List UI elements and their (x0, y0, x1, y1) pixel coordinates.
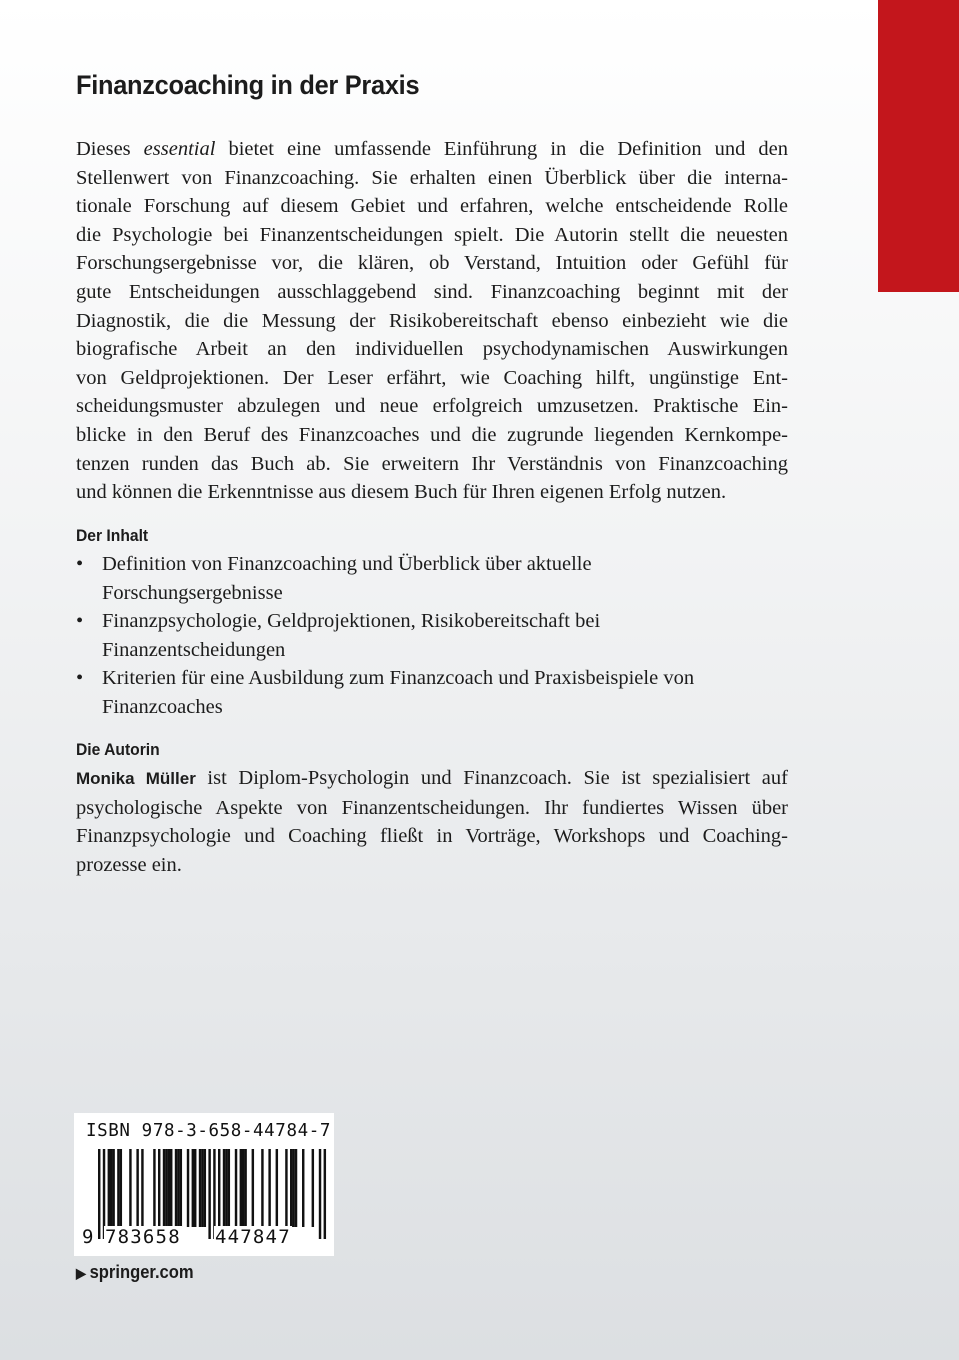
description-line: scheidungsmuster abzulegen und neue erfolgreich umzusetzen. Praktische Ein- (76, 395, 788, 418)
description-line: tionale Forschung auf diesem Gebiet und erfahren, welche entscheidende Rolle (76, 195, 788, 218)
barcode-bar (187, 1149, 189, 1227)
barcode-bar (252, 1149, 254, 1227)
description-line: gute Entscheidungen ausschlaggebend sind. Finanzcoaching beginnt mit der (76, 280, 788, 303)
barcode-bar (242, 1149, 244, 1227)
list-item: • Kriterien für eine Ausbildung zum Finanzcoach und Praxisbeispiele von Finanzcoaches (76, 664, 788, 721)
description-line: blicke in den Beruf des Finanzcoaches und die zugrunde liegenden Kernkompe- (76, 423, 788, 446)
publisher-link[interactable] (76, 1262, 194, 1283)
author-line: Finanzpsychologie und Coaching fließt in Vorträge, Workshops und Coaching- (76, 825, 788, 848)
barcode-bar (141, 1149, 143, 1227)
barcode-bar (201, 1149, 203, 1227)
red-accent-tab (878, 0, 959, 292)
play-arrow-icon: ▶ (76, 1265, 86, 1281)
barcode-bar (235, 1149, 237, 1227)
barcode-bar (153, 1149, 155, 1227)
description-line: Dieses essential bietet eine umfassende Einführung in die Definition und den (76, 138, 788, 160)
barcode-bar (204, 1149, 206, 1227)
barcode-guard-bar (319, 1149, 321, 1239)
barcode-bar (177, 1149, 179, 1227)
barcode-bar (199, 1149, 201, 1227)
description-line: Forschungsergebnisse vor, die klären, ob Verstand, Intuition oder Gefühl für (76, 252, 788, 275)
barcode-bar (108, 1149, 110, 1227)
emphasis-essential: essential (143, 138, 216, 160)
barcode-bar (110, 1149, 112, 1227)
barcode-bar (112, 1149, 114, 1227)
book-title: Finanzcoaching in der Praxis (76, 70, 420, 100)
barcode-bar (312, 1149, 314, 1227)
bullet-icon: • (76, 610, 84, 633)
description-line: Stellenwert von Finanzcoaching. Sie erhalten einen Überblick über die interna- (76, 166, 788, 189)
description-text (76, 135, 788, 507)
barcode-bar (120, 1149, 122, 1227)
author-heading: Die Autorin (76, 740, 160, 759)
description-line: die Psychologie bei Finanzentscheidungen spielt. Die Autorin stellt die neuesten (76, 223, 788, 246)
author-line: Monika Müller ist Diplom-Psychologin und Finanzcoach. Sie ist spezialisiert auf (76, 767, 788, 789)
bullet-icon: • (76, 667, 84, 690)
barcode-bar (218, 1149, 220, 1227)
description-line: biografische Arbeit an den individuellen psychodynamischen Auswirkungen (76, 338, 788, 361)
barcode-bar (168, 1149, 170, 1227)
author-line: psychologische Aspekte von Finanzentscheidungen. Ihr fundiertes Wissen über (76, 796, 788, 819)
barcode-bar (240, 1149, 242, 1227)
description-line: und können die Erkenntnisse aus diesem Buch für Ihren eigenen Erfolg nutzen. (76, 481, 727, 504)
description-line: tenzen runden das Buch ab. Sie erweitern Ihr Verständnis von Finanzcoaching (76, 452, 788, 475)
barcode-bar (192, 1149, 194, 1227)
description-line: Diagnostik, die die Messung der Risikobereitschaft ebenso einbezieht wie die (76, 309, 788, 332)
author-name: Monika Müller (76, 769, 196, 788)
barcode-bar (175, 1149, 177, 1227)
barcode-guard-bar (208, 1149, 210, 1239)
barcode-guard-bar (324, 1149, 326, 1239)
barcode-bar (244, 1149, 246, 1227)
publisher-url: springer.com (89, 1262, 194, 1282)
barcode-bar (292, 1149, 294, 1227)
barcode-bar (261, 1149, 263, 1227)
barcode-bar (170, 1149, 172, 1227)
isbn-number: ISBN 978-3-658-44784-7 (86, 1121, 331, 1141)
barcode-bar (225, 1149, 227, 1227)
barcode-bar (295, 1149, 297, 1227)
barcode-bar (285, 1149, 287, 1227)
barcode-bar (223, 1149, 225, 1227)
ean-left-digits: 783658 (105, 1226, 181, 1248)
barcode-bar (228, 1149, 230, 1227)
barcode-bar (165, 1149, 167, 1227)
bullet-icon: • (76, 553, 84, 575)
barcode-bar (302, 1149, 304, 1227)
barcode-bar (163, 1149, 165, 1227)
list-item: • Definition von Finanzcoaching und Überblick über aktuelle Forschungsergebnisse (76, 550, 788, 607)
description-line: von Geldprojektionen. Der Leser erfährt, wie Coaching hilft, ungünstige Ent- (76, 366, 788, 389)
barcode-bar (194, 1149, 196, 1227)
barcode-bar (290, 1149, 292, 1227)
barcode-bar (180, 1149, 182, 1227)
author-line: prozesse ein. (76, 853, 182, 876)
isbn-barcode (74, 1113, 334, 1256)
barcode-bar (276, 1149, 278, 1227)
barcode-bar (117, 1149, 119, 1227)
barcode-bar (158, 1149, 160, 1227)
barcode-bar (268, 1149, 270, 1227)
ean-right-digits: 447847 (215, 1226, 291, 1248)
barcode-bar (136, 1149, 138, 1227)
ean-first-digit: 9 (82, 1226, 94, 1248)
barcode-bar (129, 1149, 131, 1227)
barcode-guard-bar (98, 1149, 100, 1239)
contents-heading: Der Inhalt (76, 526, 149, 545)
author-bio (76, 764, 788, 879)
contents-list (76, 550, 788, 722)
list-item: • Finanzpsychologie, Geldprojektionen, Risikobereitschaft bei Finanzentscheidungen (76, 607, 788, 664)
